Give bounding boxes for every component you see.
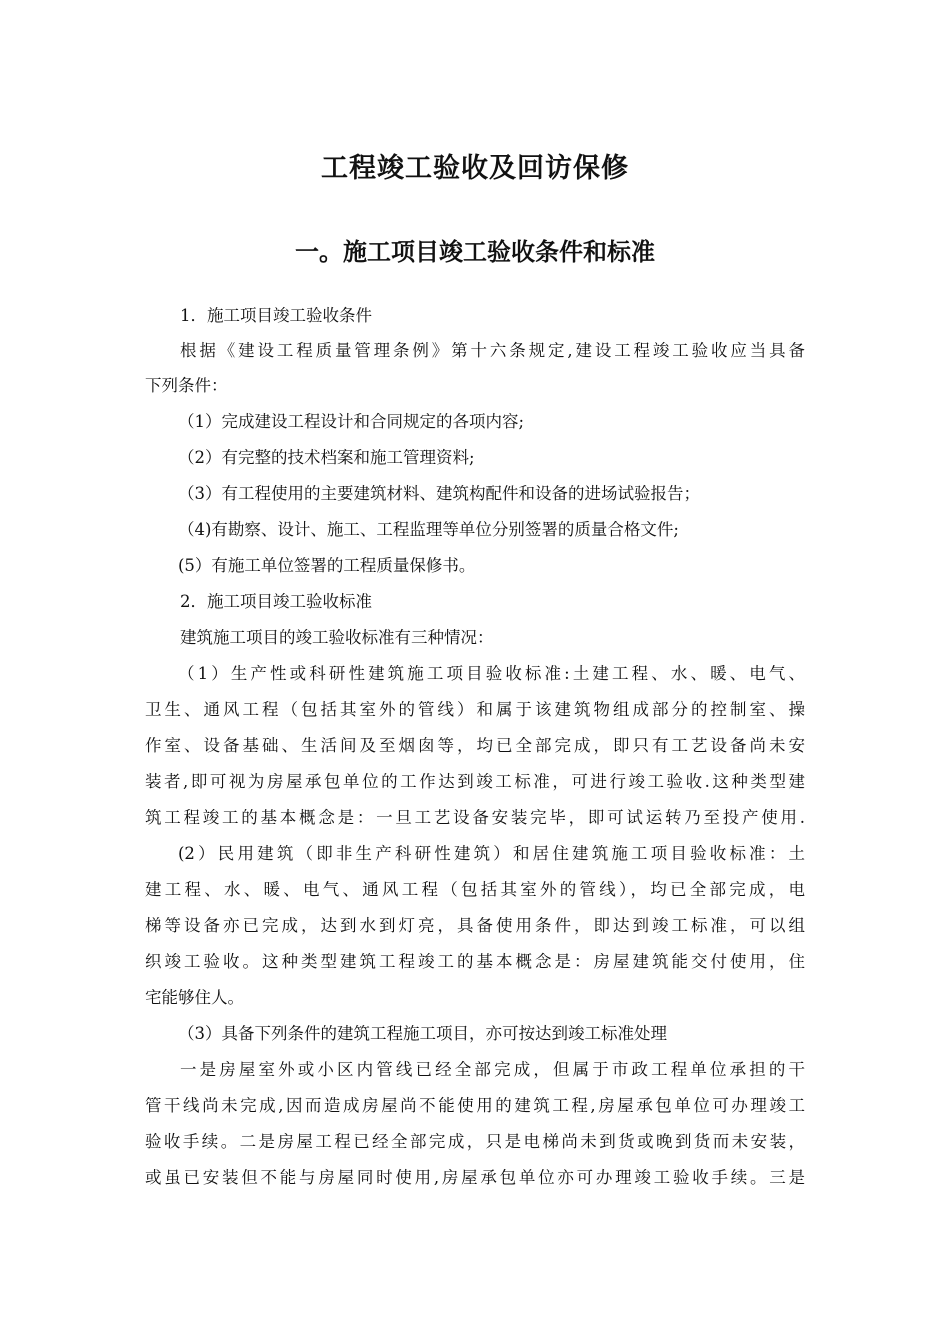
paragraph-line: 1．施工项目竣工验收条件 — [180, 306, 372, 325]
paragraph-line: 根据《建设工程质量管理条例》第十六条规定,建设工程竣工验收应当具备 — [180, 341, 805, 360]
paragraph-line: （3）具备下列条件的建筑工程施工项目，亦可按达到竣工标准处理 — [178, 1024, 667, 1043]
paragraph-line: 卫生、通风工程（包括其室外的管线）和属于该建筑物组成部分的控制室、操 — [145, 700, 805, 719]
paragraph-line: 作室、设备基础、生活间及至烟囱等，均已全部完成，即只有工艺设备尚未安 — [145, 736, 805, 755]
paragraph-line: （4)有勘察、设计、施工、工程监理等单位分别签署的质量合格文件; — [178, 520, 679, 539]
paragraph-line: （1）完成建设工程设计和合同规定的各项内容; — [178, 412, 525, 431]
paragraph-line: (2）民用建筑（即非生产科研性建筑）和居住建筑施工项目验收标准：土 — [178, 844, 805, 863]
paragraph-line: 建工程、水、暖、电气、通风工程（包括其室外的管线），均已全部完成，电 — [145, 880, 805, 899]
paragraph-line: (5）有施工单位签署的工程质量保修书。 — [178, 556, 476, 575]
paragraph-line: 一是房屋室外或小区内管线已经全部完成，但属于市政工程单位承担的干 — [180, 1060, 805, 1079]
paragraph-line: （3）有工程使用的主要建筑材料、建筑构配件和设备的进场试验报告； — [178, 484, 700, 503]
paragraph-line: 或虽已安装但不能与房屋同时使用,房屋承包单位亦可办理竣工验收手续。三是 — [145, 1168, 805, 1187]
paragraph-line: 装者,即可视为房屋承包单位的工作达到竣工标准，可进行竣工验收.这种类型建 — [145, 772, 805, 791]
paragraph-line: 管干线尚未完成,因而造成房屋尚不能使用的建筑工程,房屋承包单位可办理竣工 — [145, 1096, 805, 1115]
paragraph-line: 梯等设备亦已完成，达到水到灯亮，具备使用条件，即达到竣工标准，可以组 — [145, 916, 805, 935]
paragraph-line: 建筑施工项目的竣工验收标准有三种情况： — [180, 628, 494, 647]
paragraph-line: 宅能够住人。 — [145, 988, 244, 1007]
paragraph-line: 织竣工验收。这种类型建筑工程竣工的基本概念是：房屋建筑能交付使用，住 — [145, 952, 805, 971]
paragraph-line: 筑工程竣工的基本概念是：一旦工艺设备安装完毕，即可试运转乃至投产使用. — [145, 808, 805, 827]
paragraph-line: 下列条件： — [145, 376, 228, 395]
paragraph-line: 验收手续。二是房屋工程已经全部完成，只是电梯尚未到货或晚到货而未安装， — [145, 1132, 805, 1151]
paragraph-line: （1）生产性或科研性建筑施工项目验收标准:土建工程、水、暖、电气、 — [178, 664, 805, 683]
section-heading: 一。施工项目竣工验收条件和标准 — [295, 238, 655, 266]
paragraph-line: （2）有完整的技术档案和施工管理资料; — [178, 448, 475, 467]
document-title: 工程竣工验收及回访保修 — [321, 153, 629, 184]
paragraph-line: 2．施工项目竣工验收标准 — [180, 592, 372, 611]
